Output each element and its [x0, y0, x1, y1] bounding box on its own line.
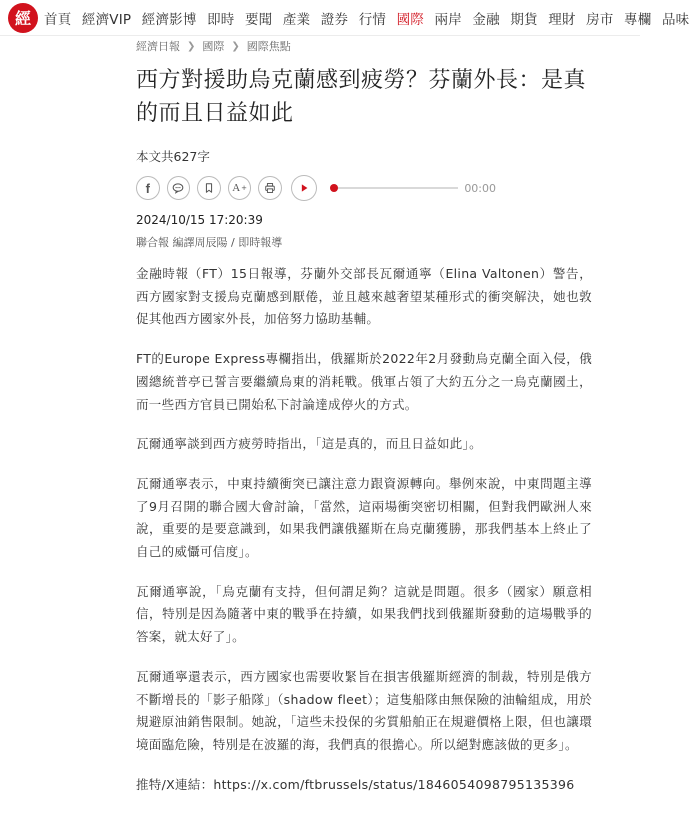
bookmark-button[interactable] — [197, 176, 221, 200]
article-paragraph: 瓦爾通寧表示，中東持續衝突已讓注意力跟資源轉向。舉例來說，中東問題主導了9月召開的聯合國大會討論，「當然，這兩場衝突密切相關，但對我們歐洲人來說，重要的是要意識到，如果我們讓俄羅斯在烏克蘭獲勝，那我們基本上終止了自己的威懾可信度」。 — [136, 475, 592, 560]
breadcrumb — [136, 38, 291, 54]
article-paragraph: 瓦爾通寧談到西方疲勞時指出，「這是真的，而且日益如此」。 — [136, 436, 482, 452]
nav-item-wealth[interactable]: 理財 — [548, 11, 576, 28]
chevron-right-icon: ❯ — [231, 40, 240, 52]
breadcrumb-item-international[interactable]: 國際 — [202, 40, 225, 53]
twitter-link[interactable]: 推特/X連結：https://x.com/ftbrussels/status/1846054098795135396 — [136, 776, 575, 792]
nav-item-securities[interactable]: 證券 — [320, 11, 349, 28]
audio-timecode: 00:00 — [464, 181, 497, 195]
article-toolbar — [136, 176, 496, 200]
font-size-icon: A — [232, 182, 241, 194]
nav-item-home[interactable]: 首頁 — [44, 11, 72, 28]
audio-play-button[interactable] — [291, 175, 317, 201]
nav-item-vip[interactable]: 經濟VIP — [81, 11, 132, 28]
nav-item-futures[interactable]: 期貨 — [510, 11, 538, 28]
article-paragraph: 瓦爾通寧還表示，西方國家也需要收緊旨在損害俄羅斯經濟的制裁，特別是俄方不斷增長的「影子船隊」（shadow fleet）；這隻船隊由無保險的油輪組成，用於規避原油銷售限制。她說，「這些未投保的劣質船舶正在規避價格上限，但也讓環境面臨危險，特別是在波羅的海，我們真的很擔心。所以絕對應該做的更多」。 — [136, 668, 592, 752]
nav-item-cross-strait[interactable]: 兩岸 — [434, 11, 462, 28]
bookmark-icon — [203, 182, 215, 194]
article-body — [136, 263, 592, 796]
print-icon — [264, 182, 276, 194]
article-paragraph: FT的Europe Express專欄指出，俄羅斯於2022年2月發動烏克蘭全面入侵，俄國總統普亭已誓言要繼續烏東的消耗戰。俄軍占領了大約五分之一烏克蘭國土，而一些西方官員已開始私下討論達成停火的方式。 — [136, 351, 592, 412]
nav-item-international[interactable]: 國際 — [396, 11, 425, 28]
print-button[interactable] — [258, 176, 282, 200]
nav-item-columns[interactable]: 專欄 — [624, 11, 652, 28]
word-count: 本文共627字 — [136, 149, 210, 164]
article-paragraph: 金融時報（FT）15日報導，芬蘭外交部長瓦爾通寧（Elina Valtonen）警告，西方國家對支援烏克蘭感到厭倦，並且越來越奢望某種形式的衝突解決，她也敦促其他西方國家外長，加倍努力協助基輔。 — [136, 266, 592, 327]
nav-item-headlines[interactable]: 要聞 — [244, 11, 273, 28]
publish-datetime: 2024/10/15 17:20:39 — [136, 213, 263, 227]
line-share-button[interactable] — [167, 176, 191, 200]
article-title: 西方對援助烏克蘭感到疲勞？芬蘭外長：是真的而且日益如此 — [136, 68, 587, 126]
top-navigation — [0, 0, 689, 36]
nav-item-real-estate[interactable]: 房市 — [586, 11, 614, 28]
font-size-button[interactable] — [228, 176, 252, 200]
article-paragraph: 瓦爾通寧說，「烏克蘭有支持，但何謂足夠？這就是問題。很多（國家）願意相信，特別是因為隨著中東的戰爭在持續，如果我們找到俄羅斯發動的這場戰爭的答案，就太好了」。 — [136, 583, 592, 645]
site-logo[interactable]: 經 — [8, 3, 38, 33]
article-byline: 聯合報 編譯周辰陽 / 即時報導 — [136, 236, 283, 249]
line-icon — [172, 182, 184, 194]
chevron-right-icon: ❯ — [187, 40, 196, 52]
breadcrumb-item-focus[interactable]: 國際焦點 — [246, 40, 291, 53]
breadcrumb-item-home[interactable]: 經濟日報 — [136, 40, 180, 53]
facebook-share-button[interactable] — [136, 176, 160, 200]
nav-item-realtime[interactable]: 即時 — [207, 11, 235, 28]
audio-progress-knob[interactable] — [330, 184, 338, 192]
nav-item-finance[interactable]: 金融 — [472, 11, 500, 28]
facebook-icon: f — [145, 180, 150, 196]
nav-item-industry[interactable]: 產業 — [282, 11, 311, 28]
nav-item-lifestyle[interactable]: 品味 — [661, 11, 689, 28]
audio-progress-bar[interactable] — [333, 187, 459, 189]
play-icon — [298, 182, 310, 194]
plus-icon: + — [241, 184, 248, 192]
nav-item-video[interactable]: 經濟影博 — [141, 11, 197, 28]
nav-item-quotes[interactable]: 行情 — [358, 11, 387, 28]
